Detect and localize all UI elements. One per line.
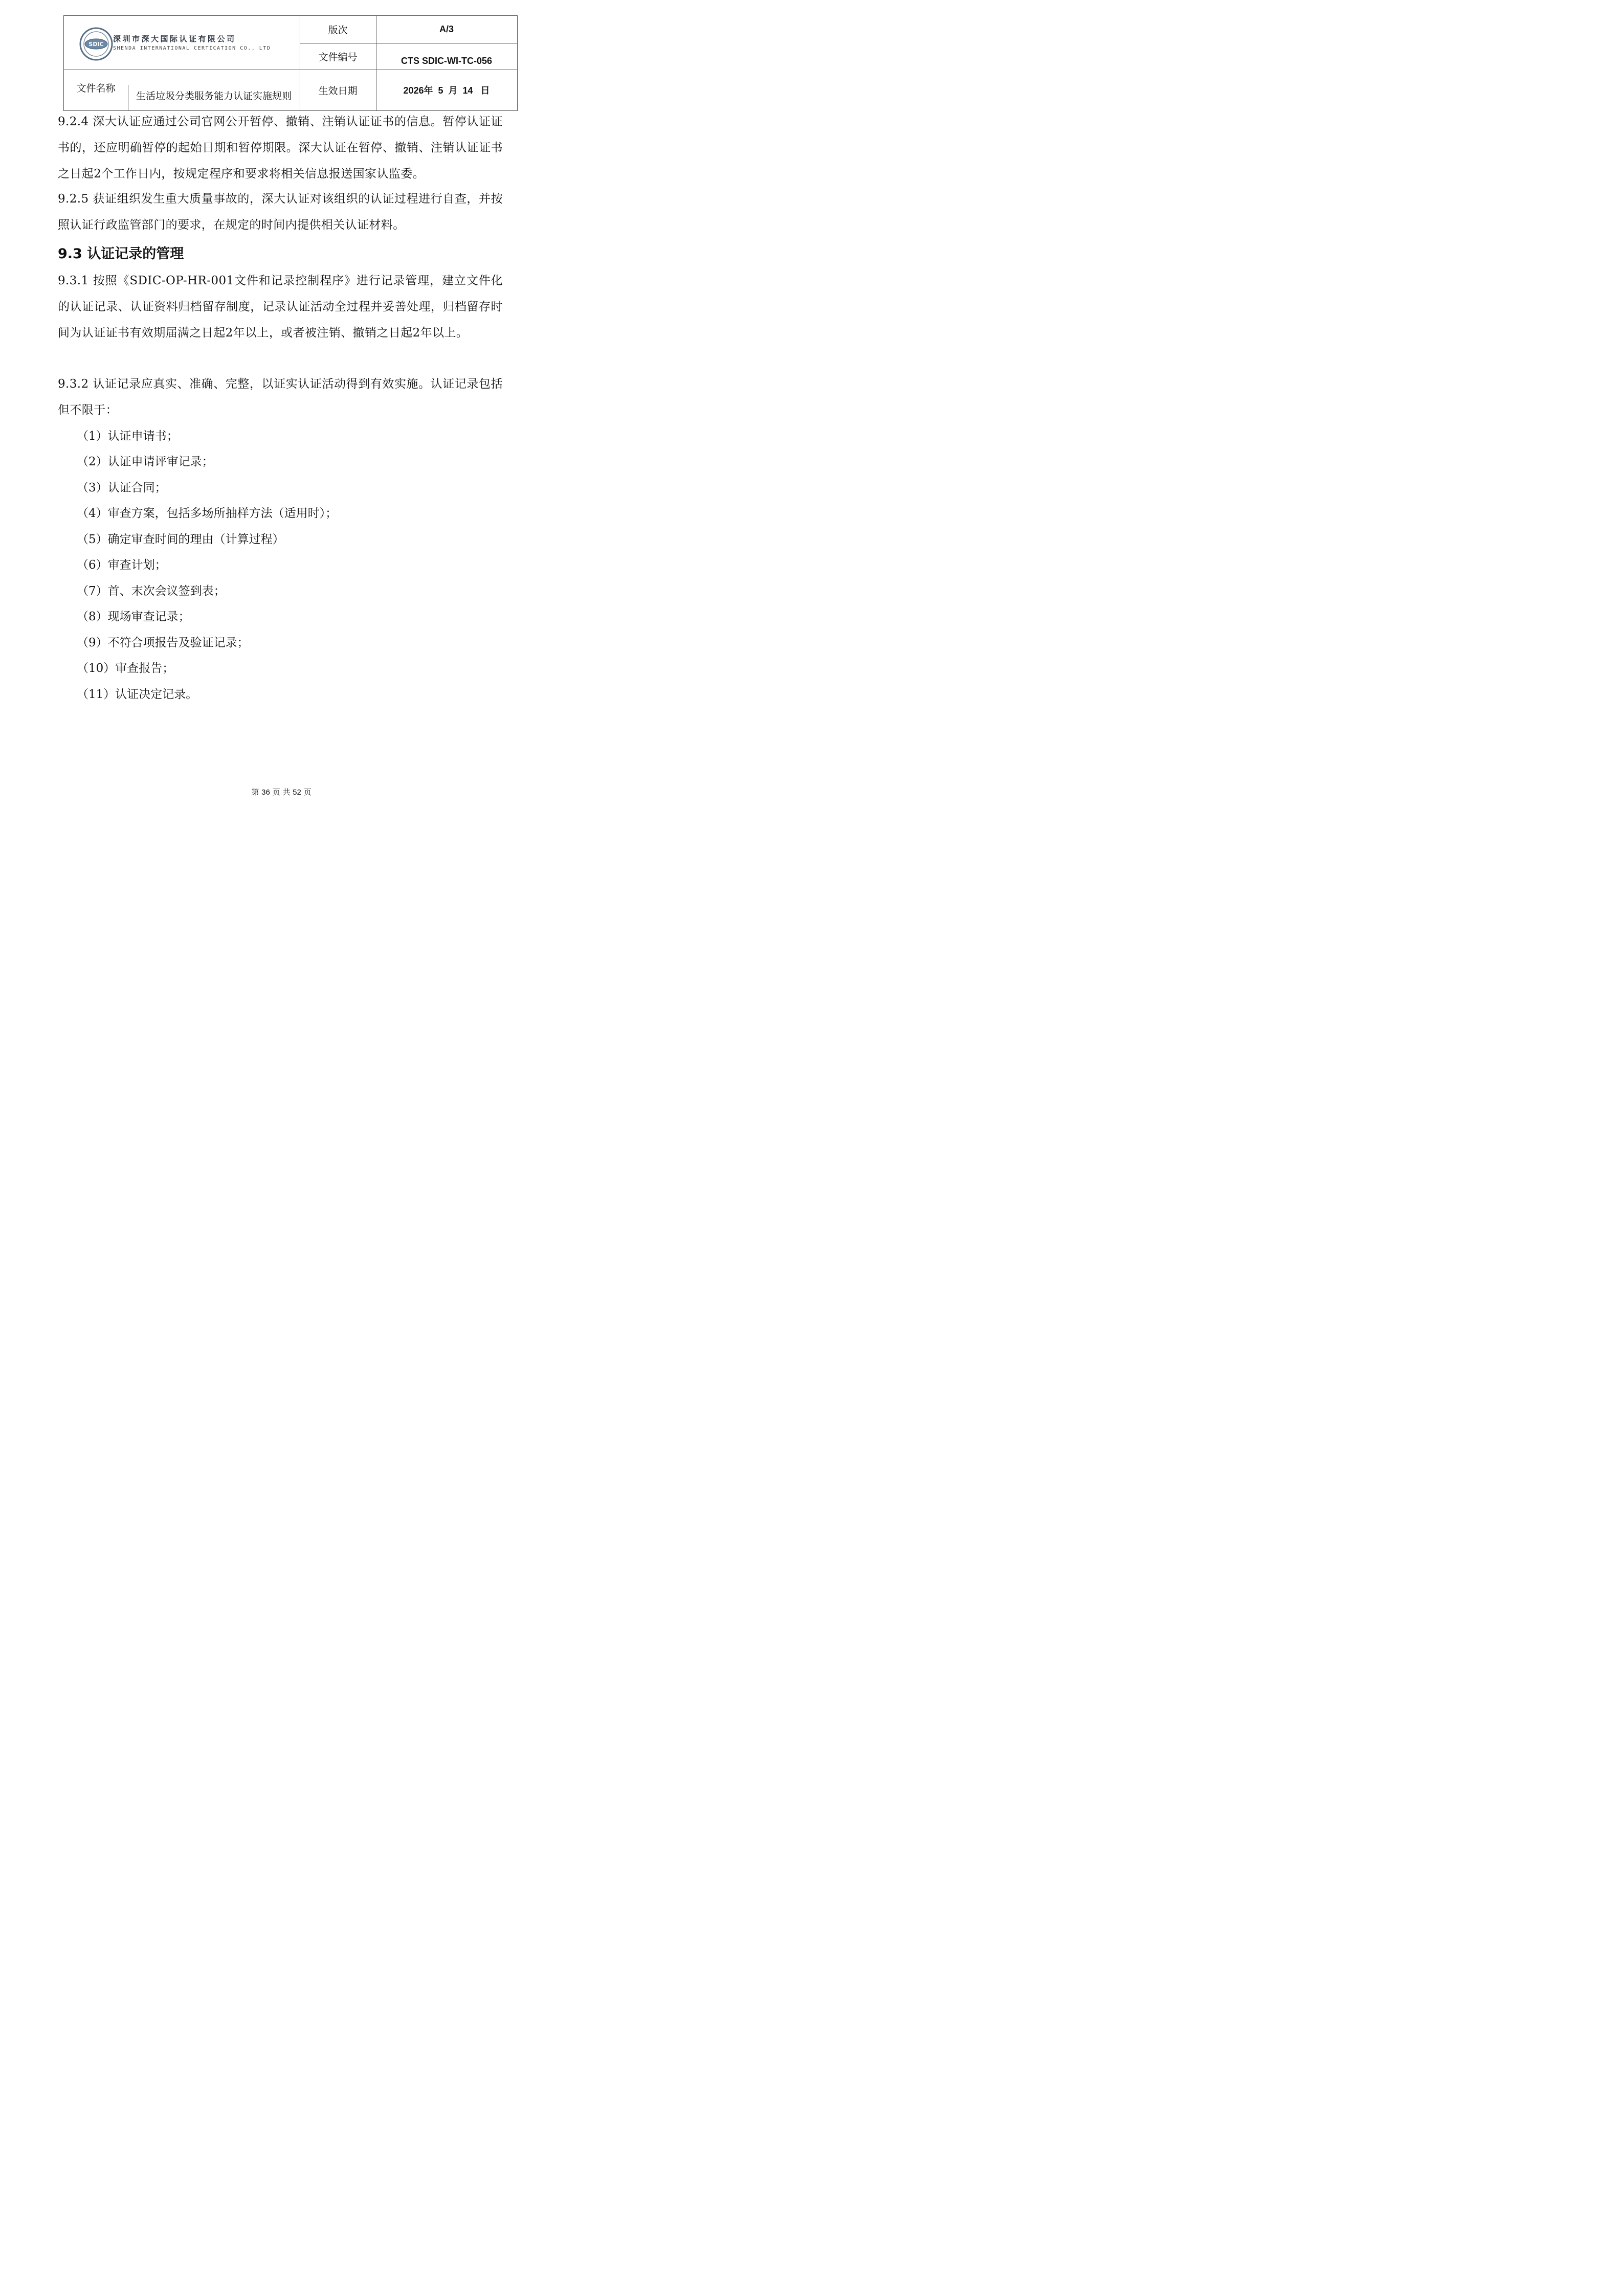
paragraph-9-3-1: 9.3.1 按照《SDIC-OP-HR-001文件和记录控制程序》进行记录管理，建立文件化的认证记录、认证资料归档留存制度，记录认证活动全过程并妥善处理，归档留存时间为认证证书有效期届满之日起2年以上，或者被注销、撤销之日起2年以上。 <box>58 274 503 340</box>
list-item: （9）不符合项报告及验证记录； <box>77 636 249 649</box>
footer-prefix: 第 <box>251 787 259 797</box>
list-item: （2）认证申请评审记录； <box>77 455 214 468</box>
total-pages-number: 52 <box>293 788 301 797</box>
list-item: （10）审查报告； <box>77 662 174 675</box>
doc-name-value: 生活垃圾分类服务能力认证实施规则 <box>136 91 292 102</box>
footer-middle: 页 共 <box>272 787 291 797</box>
document-header-table <box>63 15 518 111</box>
page-footer <box>0 786 563 797</box>
list-item: （11）认证决定记录。 <box>77 688 198 701</box>
effective-date-label: 生效日期 <box>318 85 358 97</box>
sdic-logo-icon <box>79 27 113 61</box>
list-item: （7）首、末次会议签到表； <box>77 584 226 598</box>
footer-suffix: 页 <box>303 787 312 797</box>
section-heading-9-3: 9.3 认证记录的管理 <box>58 246 184 262</box>
paragraph-9-3-2: 9.3.2 认证记录应真实、准确、完整，以证实认证活动得到有效实施。认证记录包括但不限于： <box>58 377 503 417</box>
company-name-en: SHENDA INTERNATIONAL CERTICATION CO., LTD <box>113 46 271 51</box>
effective-date-value: 2026年 5 月 14 日 <box>403 85 490 96</box>
list-item: （4）审查方案，包括多场所抽样方法（适用时）； <box>77 507 338 520</box>
svg-text:SDIC: SDIC <box>88 41 104 48</box>
company-name-cn: 深圳市深大国际认证有限公司 <box>113 34 236 43</box>
version-label: 版次 <box>328 25 348 36</box>
doc-number-value: CTS SDIC-WI-TC-056 <box>401 55 492 66</box>
list-item: （3）认证合同； <box>77 481 167 494</box>
list-item: （5）确定审查时间的理由（计算过程） <box>77 533 284 546</box>
list-item: （1）认证申请书； <box>77 430 179 443</box>
paragraph-9-2-4: 9.2.4 深大认证应通过公司官网公开暂停、撤销、注销认证证书的信息。暂停认证证书的，还应明确暂停的起始日期和暂停期限。深大认证在暂停、撤销、注销认证证书之日起2个工作日内，按规定程序和要求将相关信息报送国家认监委。 <box>58 115 503 181</box>
doc-name-label: 文件名称 <box>76 82 116 94</box>
paragraph-9-2-5: 9.2.5 获证组织发生重大质量事故的，深大认证对该组织的认证过程进行自查，并按照认证行政监管部门的要求，在规定的时间内提供相关认证材料。 <box>58 192 503 232</box>
version-value: A/3 <box>439 24 454 34</box>
list-item: （6）审查计划； <box>77 558 167 572</box>
current-page-number: 36 <box>261 788 270 797</box>
list-item: （8）现场审查记录； <box>77 610 190 623</box>
doc-number-label: 文件编号 <box>318 51 358 63</box>
